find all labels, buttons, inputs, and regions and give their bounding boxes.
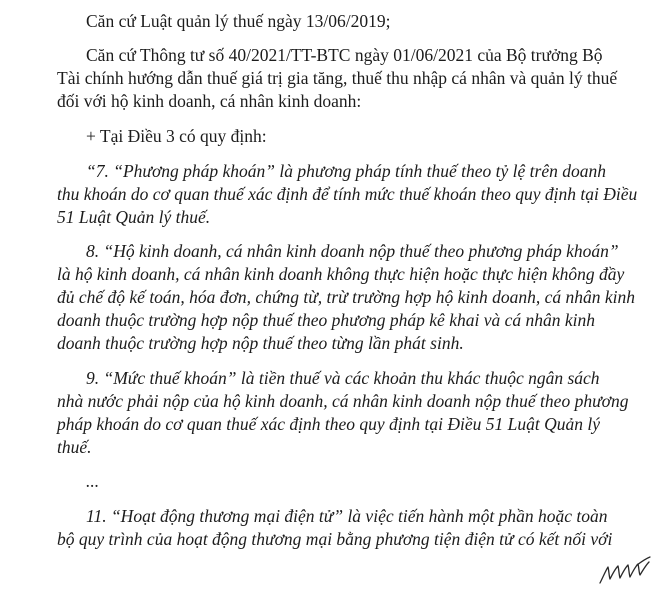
text-line: bộ quy trình của hoạt động thương mại bằng phương tiện điện tử có kết nối với bbox=[57, 529, 613, 549]
text-line: 51 Luật Quản lý thuế. bbox=[57, 207, 211, 227]
text-line: đối với hộ kinh doanh, cá nhân kinh doanh: bbox=[57, 91, 362, 111]
text-line: Tài chính hướng dẫn thuế giá trị gia tăng, thuế thu nhập cá nhân và quản lý thuế bbox=[57, 68, 618, 88]
text-line: thu khoán do cơ quan thuế xác định để tính mức thuế khoán theo quy định tại Điều bbox=[57, 184, 638, 204]
text-line: doanh thuộc trường hợp nộp thuế theo phương pháp kê khai và cá nhân kinh bbox=[57, 310, 595, 330]
text-line: 11. “Hoạt động thương mại điện tử” là việc tiến hành một phần hoặc toàn bbox=[86, 506, 608, 526]
signature-initials bbox=[597, 553, 653, 587]
text-line: “7. “Phương pháp khoán” là phương pháp tính thuế theo tỷ lệ trên doanh bbox=[86, 161, 606, 181]
text-line: đủ chế độ kế toán, hóa đơn, chứng từ, trừ trường hợp hộ kinh doanh, cá nhân kinh bbox=[57, 287, 636, 307]
text-line: 9. “Mức thuế khoán” là tiền thuế và các khoản thu khác thuộc ngân sách bbox=[86, 368, 600, 388]
text-line: là hộ kinh doanh, cá nhân kinh doanh không thực hiện hoặc thực hiện không đầy bbox=[57, 264, 625, 284]
text-line: pháp khoán do cơ quan thuế xác định theo quy định tại Điều 51 Luật Quản lý bbox=[57, 414, 601, 434]
text-line: + Tại Điều 3 có quy định: bbox=[86, 126, 267, 146]
text-line: 8. “Hộ kinh doanh, cá nhân kinh doanh nộp thuế theo phương pháp khoán” bbox=[86, 241, 619, 261]
text-line: nhà nước phải nộp của hộ kinh doanh, cá nhân kinh doanh nộp thuế theo phương bbox=[57, 391, 629, 411]
text-line: doanh thuộc trường hợp nộp thuế theo từng lần phát sinh. bbox=[57, 333, 464, 353]
text-line: Căn cứ Thông tư số 40/2021/TT-BTC ngày 01/06/2021 của Bộ trưởng Bộ bbox=[86, 45, 603, 65]
ellipsis-line: ... bbox=[86, 471, 100, 491]
text-line: Căn cứ Luật quản lý thuế ngày 13/06/2019; bbox=[86, 11, 391, 31]
text-line: thuế. bbox=[57, 437, 92, 457]
